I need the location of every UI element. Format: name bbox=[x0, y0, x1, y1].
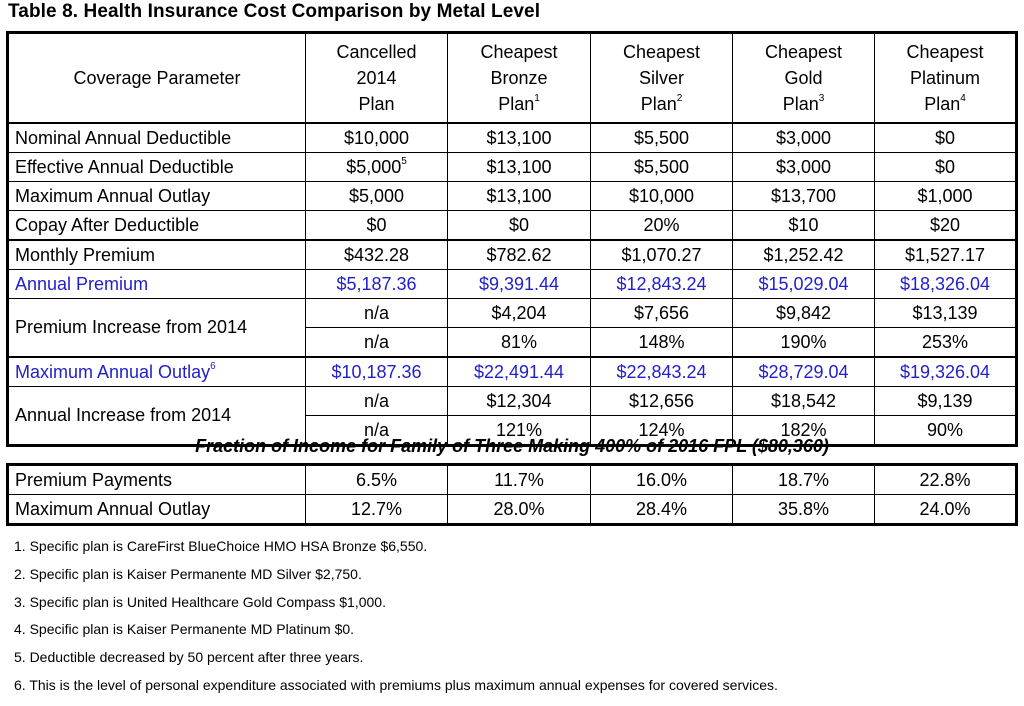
row-label: Maximum Annual Outlay bbox=[8, 495, 306, 525]
cell: $19,326.04 bbox=[875, 357, 1017, 387]
cell: 253% bbox=[875, 328, 1017, 358]
header-col-platinum bbox=[875, 33, 1017, 124]
table-title: Table 8. Health Insurance Cost Comparison by Metal Level bbox=[8, 1, 541, 22]
cell: $15,029.04 bbox=[733, 270, 875, 299]
footnote: 2. Specific plan is Kaiser Permanente MD Silver $2,750. bbox=[14, 565, 362, 582]
cell: $5,500 bbox=[591, 153, 733, 182]
cell: 11.7% bbox=[448, 465, 591, 495]
header-row bbox=[8, 33, 1017, 124]
cell bbox=[306, 153, 448, 182]
footnote-marker: 1 bbox=[534, 93, 540, 104]
row-label: Premium Payments bbox=[8, 465, 306, 495]
cell: $0 bbox=[448, 211, 591, 241]
table-row bbox=[8, 182, 1017, 211]
table-row bbox=[8, 357, 1017, 387]
cell: 24.0% bbox=[875, 495, 1017, 525]
header-line: Bronze bbox=[490, 68, 548, 88]
cell: $0 bbox=[875, 153, 1017, 182]
cell: $13,700 bbox=[733, 182, 875, 211]
cell: $22,491.44 bbox=[448, 357, 591, 387]
header-col-silver bbox=[591, 33, 733, 124]
row-label: Maximum Annual Outlay bbox=[8, 182, 306, 211]
row-label: Effective Annual Deductible bbox=[8, 153, 306, 182]
cell: $1,252.42 bbox=[733, 240, 875, 270]
cell: 124% bbox=[591, 416, 733, 446]
cell: $1,527.17 bbox=[875, 240, 1017, 270]
footnote: 5. Deductible decreased by 50 percent after three years. bbox=[14, 649, 364, 666]
cell: 6.5% bbox=[306, 465, 448, 495]
cell: 81% bbox=[448, 328, 591, 358]
footnote: 6. This is the level of personal expenditure associated with premiums plus maximum annual expenses for covered services. bbox=[14, 676, 778, 693]
cell: 22.8% bbox=[875, 465, 1017, 495]
cell-value: $5,000 bbox=[346, 156, 402, 177]
footnote: 3. Specific plan is United Healthcare Gold Compass $1,000. bbox=[14, 593, 386, 610]
header-line: Plan bbox=[498, 94, 535, 114]
cell: 18.7% bbox=[733, 465, 875, 495]
cell: n/a bbox=[306, 328, 448, 358]
cell: $4,204 bbox=[448, 299, 591, 328]
cell: $12,304 bbox=[448, 387, 591, 416]
cell: $10,000 bbox=[591, 182, 733, 211]
row-label: Premium Increase from 2014 bbox=[8, 299, 306, 358]
cell: $0 bbox=[306, 211, 448, 241]
cell: $13,100 bbox=[448, 123, 591, 153]
table-row bbox=[8, 465, 1017, 495]
header-line: 2014 bbox=[356, 68, 397, 88]
footnote: 4. Specific plan is Kaiser Permanente MD Platinum $0. bbox=[14, 621, 355, 638]
cell: 35.8% bbox=[733, 495, 875, 525]
row-label bbox=[8, 357, 306, 387]
cost-comparison-table bbox=[6, 31, 1018, 447]
footnote-marker: 5 bbox=[401, 155, 407, 167]
cell: $13,100 bbox=[448, 182, 591, 211]
row-label: Monthly Premium bbox=[8, 240, 306, 270]
cell: $5,187.36 bbox=[306, 270, 448, 299]
cell: $9,391.44 bbox=[448, 270, 591, 299]
table-row bbox=[8, 211, 1017, 241]
header-line: Gold bbox=[784, 68, 823, 88]
footnote-marker: 6 bbox=[210, 360, 216, 372]
footnotes bbox=[14, 538, 778, 705]
cell: $13,100 bbox=[448, 153, 591, 182]
cell: $9,139 bbox=[875, 387, 1017, 416]
cell: $3,000 bbox=[733, 123, 875, 153]
header-line: Cheapest bbox=[480, 42, 558, 62]
cell: 90% bbox=[875, 416, 1017, 446]
header-line: Plan bbox=[782, 94, 819, 114]
cell: $5,000 bbox=[306, 182, 448, 211]
row-label-text: Maximum Annual Outlay bbox=[15, 361, 211, 382]
header-col-cancelled bbox=[306, 33, 448, 124]
cell: $18,326.04 bbox=[875, 270, 1017, 299]
header-line: Plan bbox=[358, 94, 395, 114]
cell: $10,187.36 bbox=[306, 357, 448, 387]
cell: $432.28 bbox=[306, 240, 448, 270]
table-row bbox=[8, 495, 1017, 525]
header-line: Cheapest bbox=[622, 42, 701, 62]
footnote-marker: 3 bbox=[818, 93, 825, 104]
row-label: Copay After Deductible bbox=[8, 211, 306, 241]
income-fraction-table bbox=[6, 463, 1018, 526]
header-line: Cancelled bbox=[336, 42, 417, 62]
header-line: Silver bbox=[638, 68, 684, 88]
cell: $9,842 bbox=[733, 299, 875, 328]
footnote: 1. Specific plan is CareFirst BlueChoice HMO HSA Bronze $6,550. bbox=[14, 538, 428, 554]
header-line: Plan bbox=[924, 94, 961, 114]
cell: $5,500 bbox=[591, 123, 733, 153]
table-row bbox=[8, 153, 1017, 182]
cell: 121% bbox=[448, 416, 591, 446]
cell: $22,843.24 bbox=[591, 357, 733, 387]
cell: 182% bbox=[733, 416, 875, 446]
row-label: Annual Increase from 2014 bbox=[8, 387, 306, 446]
cell: $10,000 bbox=[306, 123, 448, 153]
cell: $1,000 bbox=[875, 182, 1017, 211]
cell: 148% bbox=[591, 328, 733, 358]
header-line: Plan bbox=[640, 94, 677, 114]
cell: $20 bbox=[875, 211, 1017, 241]
table-row bbox=[8, 387, 1017, 416]
cell: $13,139 bbox=[875, 299, 1017, 328]
cell: $28,729.04 bbox=[733, 357, 875, 387]
header-line: Cheapest bbox=[764, 42, 843, 62]
cell: $10 bbox=[733, 211, 875, 241]
cell: 28.4% bbox=[591, 495, 733, 525]
table-row bbox=[8, 240, 1017, 270]
cell: $12,843.24 bbox=[591, 270, 733, 299]
footnote-marker: 2 bbox=[676, 93, 683, 104]
cell: $0 bbox=[875, 123, 1017, 153]
cell: n/a bbox=[306, 299, 448, 328]
cell: $782.62 bbox=[448, 240, 591, 270]
header-col-bronze bbox=[448, 33, 591, 124]
table-row bbox=[8, 270, 1017, 299]
row-label: Annual Premium bbox=[8, 270, 306, 299]
cell: 190% bbox=[733, 328, 875, 358]
fraction-heading: Fraction of Income for Family of Three Making 400% of 2016 FPL ($80,360) bbox=[195, 436, 829, 456]
header-col-gold bbox=[733, 33, 875, 124]
cell: 20% bbox=[591, 211, 733, 241]
table-row bbox=[8, 299, 1017, 328]
cell: $3,000 bbox=[733, 153, 875, 182]
cell: 28.0% bbox=[448, 495, 591, 525]
cell: $1,070.27 bbox=[591, 240, 733, 270]
cell: 12.7% bbox=[306, 495, 448, 525]
cell: $12,656 bbox=[591, 387, 733, 416]
table-row bbox=[8, 123, 1017, 153]
header-line: Cheapest bbox=[906, 42, 984, 62]
header-line: Platinum bbox=[909, 68, 981, 88]
cell: 16.0% bbox=[591, 465, 733, 495]
cell: n/a bbox=[306, 387, 448, 416]
cell: n/a bbox=[306, 416, 448, 446]
row-label: Nominal Annual Deductible bbox=[8, 123, 306, 153]
cell: $18,542 bbox=[733, 387, 875, 416]
cell: $7,656 bbox=[591, 299, 733, 328]
header-coverage-parameter: Coverage Parameter bbox=[8, 33, 306, 124]
footnote-marker: 4 bbox=[960, 93, 966, 104]
